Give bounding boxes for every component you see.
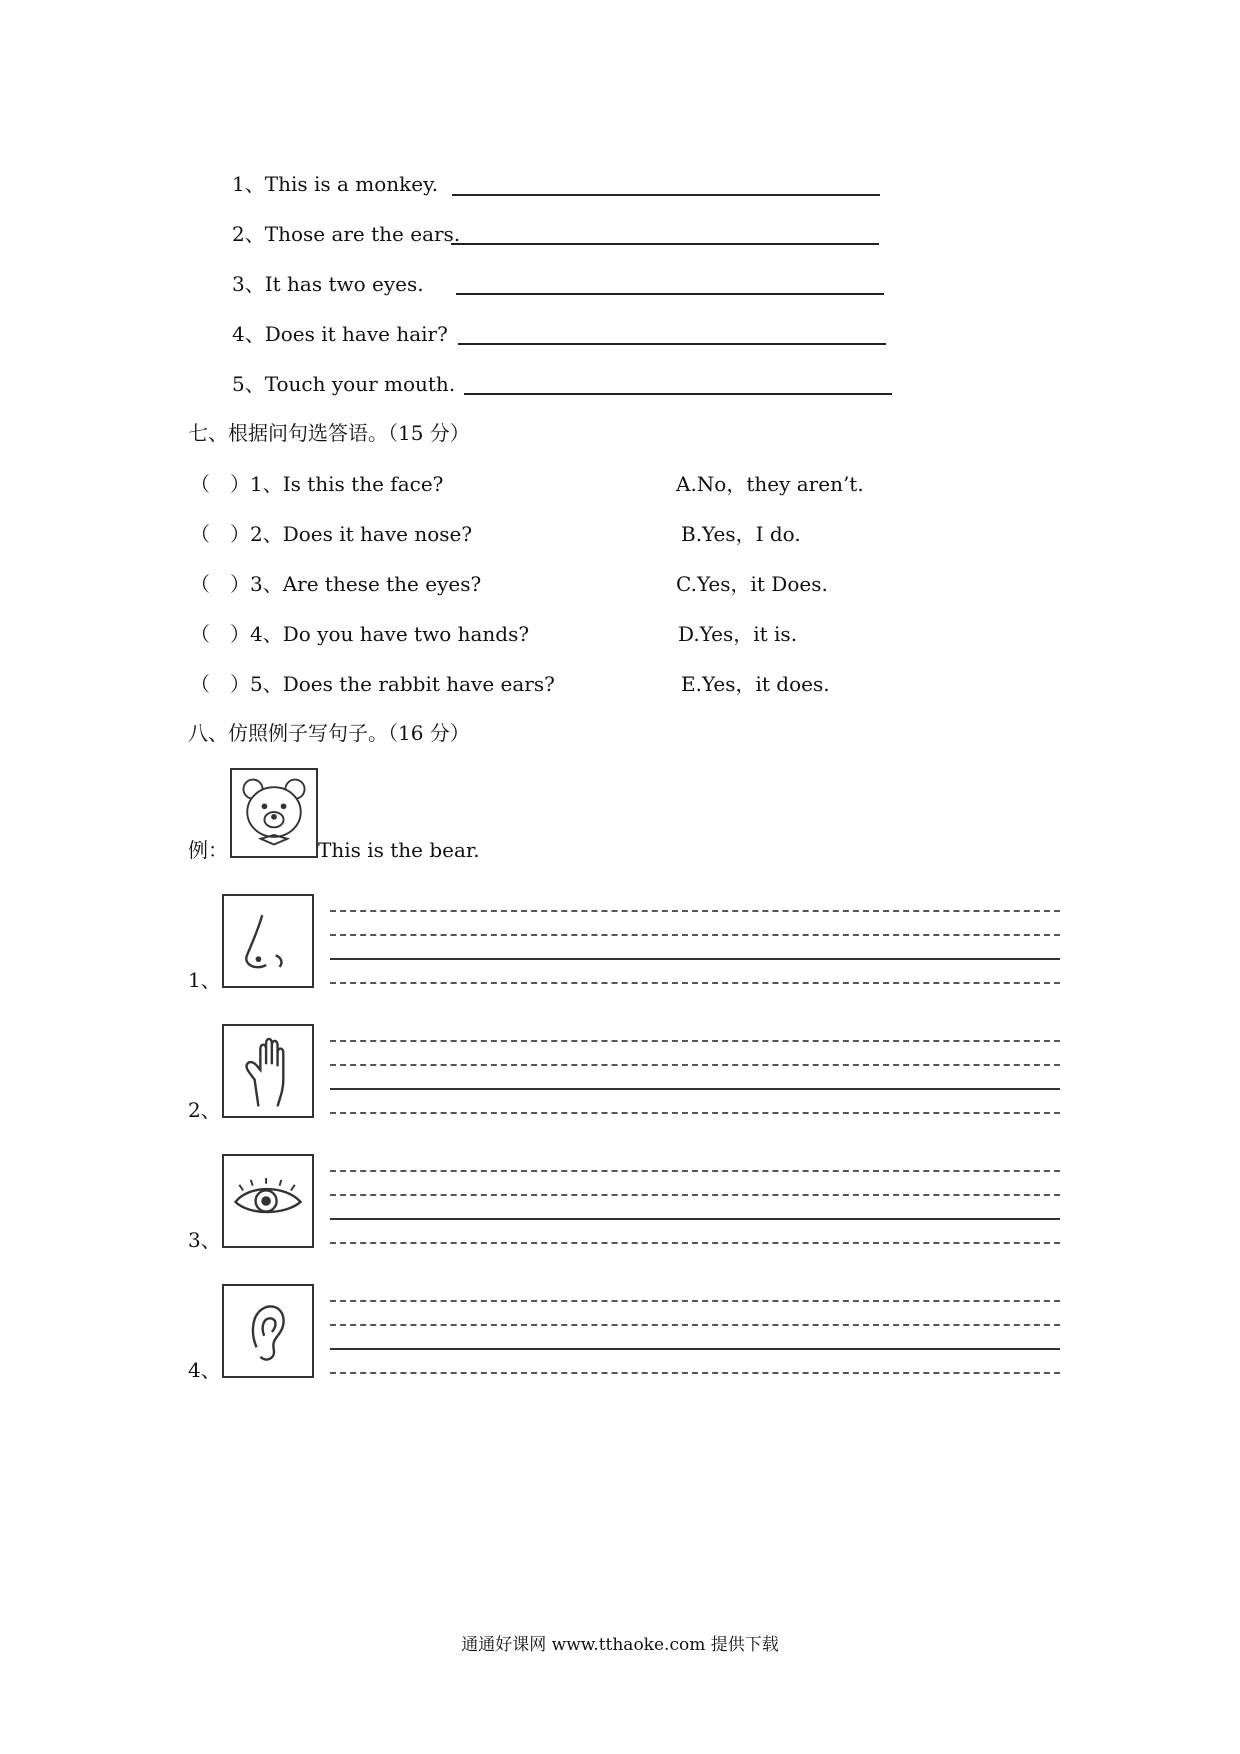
writing-guide-2[interactable] <box>330 1032 1060 1124</box>
answer-line-2[interactable] <box>451 243 879 245</box>
eye-icon <box>222 1154 314 1248</box>
answer-line-3[interactable] <box>456 293 884 295</box>
option-c: C.Yes，it Does. <box>676 572 828 596</box>
answer-line-4[interactable] <box>458 343 886 345</box>
answer-paren-2[interactable]: （ ） <box>190 522 250 546</box>
answer-paren-1[interactable]: （ ） <box>190 472 250 496</box>
writing-guide-1[interactable] <box>330 902 1060 994</box>
option-d: D.Yes，it is. <box>678 622 798 646</box>
option-a: A.No，they aren’t. <box>676 472 864 496</box>
nose-icon <box>222 894 314 988</box>
translation-item-2: 2、Those are the ears. <box>232 222 461 246</box>
question-5: 5、Does the rabbit have ears? <box>250 672 555 696</box>
option-e: E.Yes，it does. <box>681 672 830 696</box>
writing-guide-4[interactable] <box>330 1292 1060 1384</box>
writing-item-number-2: 2、 <box>188 1098 221 1122</box>
section8-title: 八、仿照例子写句子。（16 分） <box>188 721 470 745</box>
question-3: 3、Are these the eyes? <box>250 572 482 596</box>
answer-paren-5[interactable]: （ ） <box>190 672 250 696</box>
writing-item-number-1: 1、 <box>188 968 221 992</box>
writing-item-number-3: 3、 <box>188 1228 221 1252</box>
bear-head-icon <box>230 768 318 858</box>
writing-item-number-4: 4、 <box>188 1358 221 1382</box>
option-b: B.Yes，I do. <box>681 522 801 546</box>
translation-item-1: 1、This is a monkey. <box>232 172 439 196</box>
ear-icon <box>222 1284 314 1378</box>
section7-title: 七、根据问句选答语。（15 分） <box>188 421 470 445</box>
writing-guide-3[interactable] <box>330 1162 1060 1254</box>
translation-item-3: 3、It has two eyes. <box>232 272 424 296</box>
question-4: 4、Do you have two hands? <box>250 622 530 646</box>
example-label: 例： <box>188 838 228 862</box>
translation-item-5: 5、Touch your mouth. <box>232 372 456 396</box>
answer-paren-4[interactable]: （ ） <box>190 622 250 646</box>
question-2: 2、Does it have nose? <box>250 522 473 546</box>
answer-line-1[interactable] <box>452 194 880 196</box>
hand-icon <box>222 1024 314 1118</box>
translation-item-4: 4、Does it have hair? <box>232 322 448 346</box>
example-sentence: This is the bear. <box>318 838 480 862</box>
page-footer: 通通好课网 www.tthaoke.com 提供下载 <box>461 1635 779 1655</box>
answer-line-5[interactable] <box>464 393 892 395</box>
question-1: 1、Is this the face? <box>250 472 444 496</box>
answer-paren-3[interactable]: （ ） <box>190 572 250 596</box>
